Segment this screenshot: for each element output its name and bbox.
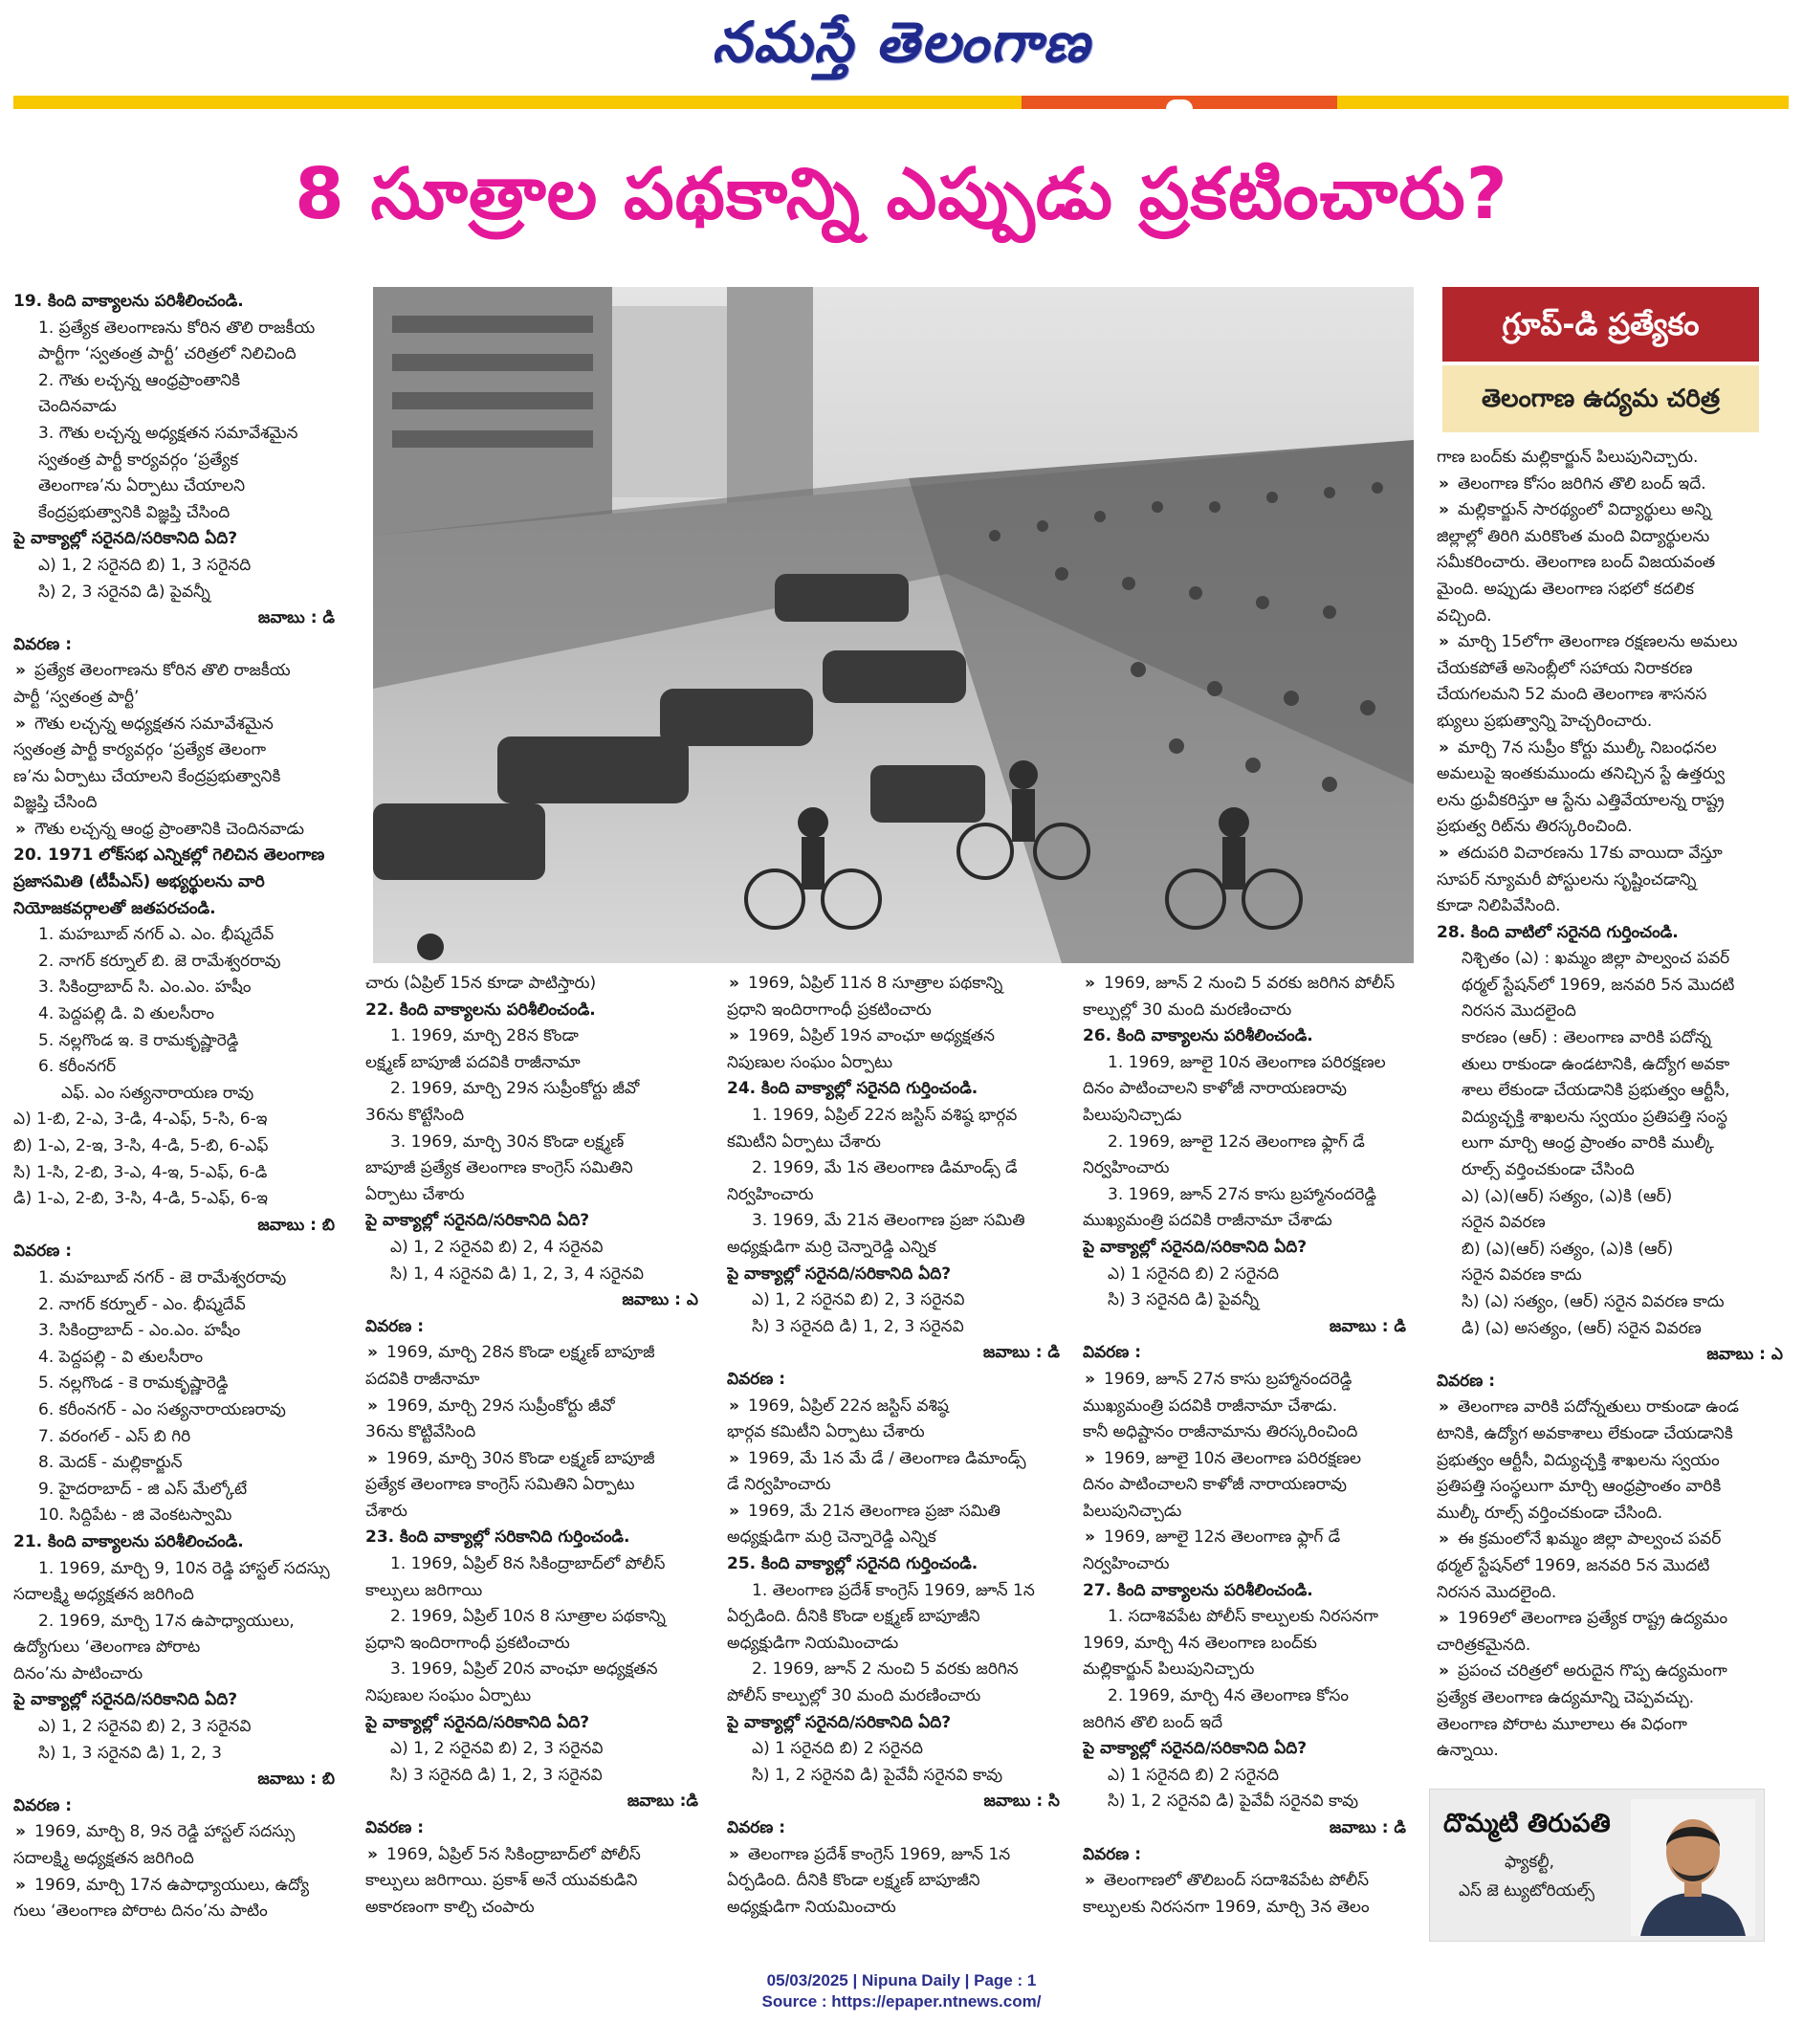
text-line: ముఖ్యమంత్రి పదవికి రాజీనామా చేశాడు <box>1083 1211 1332 1231</box>
text-line: గులు ‘తెలంగాణ పోరాట దినం’ను పాటిం <box>13 1901 268 1922</box>
explanation-heading: వివరణ : <box>1083 1343 1142 1363</box>
text-line: 2. 1969, మే 1న తెలంగాణ డిమాండ్స్ డే <box>752 1158 1018 1178</box>
text-line: కూడా నిలిపివేసింది. <box>1437 896 1561 916</box>
text-line: 4. పెద్దపల్లి - వి తులసీరాం <box>38 1347 204 1367</box>
bullet-line: » తదుపరి విచారణను 17కు వాయిదా వేస్తూ <box>1437 841 1796 868</box>
explanation-heading: వివరణ : <box>727 1818 786 1837</box>
text-line: ఎ) (ఎ)(ఆర్) సత్యం, (ఎ)కి (ఆర్) <box>1462 1186 1673 1206</box>
text-line: నిర్వహించారు <box>1083 1554 1170 1574</box>
bullet-line: » 1969, మార్చి 8, 9న రెడ్డి హాస్టల్ సదస్సు <box>13 1819 348 1846</box>
text-line: స్వతంత్ర పార్టీ కార్యవర్గం ‘ప్రత్యేక తెలంగా <box>13 740 267 760</box>
bullet-line: » 1969, మార్చి 28న కొండా లక్ష్మణ్ బాపూజీ <box>365 1340 712 1367</box>
text-line: 1. మహబూబ్ నగర్ - జె రామేశ్వరరావు <box>38 1267 287 1287</box>
text-line: తెలంగాణ’ను ఏర్పాటు చేయాలని <box>38 476 246 496</box>
text-line: 36ను కొట్టివేసింది <box>365 1422 476 1442</box>
text-line: చారిత్రకమైనది. <box>1437 1635 1531 1655</box>
answer-line: జవాబు :డి <box>627 1791 698 1812</box>
text-line: సి) 3 సరైనది డి) 1, 2, 3 సరైనవి <box>752 1316 964 1336</box>
text-line: విజ్ఞప్తి చేసింది <box>13 793 98 813</box>
text-line: లుగా మార్చి ఆంధ్ర ప్రాంతం వారికి ముల్కీ <box>1462 1133 1714 1154</box>
text-line: కానీ అధిష్టానం రాజీనామాను తిరస్కరించింది <box>1083 1422 1358 1442</box>
text-line: 2. నాగర్ కర్నూల్ - ఎం. భీష్మదేవ్ <box>38 1294 246 1314</box>
author-name: దొమ్మటి తిరుపతి <box>1443 1809 1611 1838</box>
bullet-line: » 1969లో తెలంగాణ ప్రత్యేక రాష్ట్ర ఉద్యమం <box>1437 1606 1796 1633</box>
text-line: నిర్వహించారు <box>1083 1158 1170 1178</box>
text-line: నిరసన మొదలైంది <box>1462 1001 1576 1022</box>
text-line: డి) (ఎ) అసత్యం, (ఆర్) సరైన వివరణ <box>1462 1318 1702 1338</box>
explanation-heading: వివరణ : <box>1083 1844 1142 1864</box>
text-line: కాల్పులు జరిగాయి <box>365 1580 483 1600</box>
question-line: 21. కింది వాక్యాలను పరిశీలించండి. <box>13 1531 244 1551</box>
text-line: థర్మల్ స్టేషన్‌లో 1969, జనవరి 5న మొదటి <box>1462 975 1735 995</box>
text-line: ఎ) 1 సరైనది బి) 2 సరైనది <box>752 1739 924 1759</box>
text-line: ఎ) 1, 2 సరైనవి బి) 2, 3 సరైనవి <box>390 1739 604 1759</box>
text-line: డి) 1-ఎ, 2-బి, 3-సి, 4-డి, 5-ఎఫ్, 6-ఇ <box>13 1189 268 1209</box>
text-line: ప్రభుత్వ రిట్‌ను తిరస్కరించింది. <box>1437 817 1633 837</box>
text-line: కమిటీని ఏర్పాటు చేశారు <box>727 1132 881 1152</box>
bullet-line: » 1969, మే 1న మే డే / తెలంగాణ డిమాండ్స్ <box>727 1446 1073 1473</box>
text-line: జరిగిన తొలి బంద్ ఇదే <box>1083 1712 1223 1732</box>
text-line: కేంద్రప్రభుత్వానికి విజ్ఞప్తి చేసింది <box>38 502 231 522</box>
bullet-line: » 1969, మే 21న తెలంగాణ ప్రజా సమితి <box>727 1499 1073 1526</box>
text-line: సదాలక్ష్మి అధ్యక్షతన జరిగింది <box>13 1585 194 1605</box>
answer-line: జవాబు : ఎ <box>1706 1345 1783 1365</box>
text-line: కాల్పులు జరిగాయి. ప్రకాశ్ అనే యువకుడిని <box>365 1871 638 1891</box>
text-line: సదాలక్ష్మి అధ్యక్షతన జరిగింది <box>13 1849 194 1869</box>
text-line: అమలుపై ఇంతకుముందు తనిచ్చిన స్టే ఉత్తర్వు <box>1437 764 1726 784</box>
section-subtitle: తెలంగాణ ఉద్యమ చరిత్ర <box>1442 365 1759 432</box>
answer-line: జవాబు : సి <box>983 1791 1060 1812</box>
question-line: పై వాక్యాల్లో సరైనది/సరికానిది ఏది? <box>365 1211 590 1231</box>
text-line: శాలు లేకుండా చేయడానికి ప్రభుత్వం ఆర్టీసీ, <box>1462 1081 1730 1101</box>
text-line: నిపుణుల సంఘం ఏర్పాటు <box>727 1052 893 1072</box>
text-line: సి) 3 సరైనది డి) 1, 2, 3 సరైనవి <box>390 1765 603 1785</box>
text-line: 2. 1969, మార్చి 4న తెలంగాణ కోసం <box>1108 1686 1350 1706</box>
text-line: 1. మహబూబ్ నగర్ ఎ. ఎం. భీష్మదేవ్ <box>38 925 275 945</box>
text-line: సమీకరించారు. తెలంగాణ బంద్ విజయవంత <box>1437 553 1716 573</box>
text-line: కారణం (ఆర్) : తెలంగాణ వారికి పదోన్న <box>1462 1028 1711 1048</box>
text-line: 1. 1969, మార్చి 9, 10న రెడ్డి హాస్టల్ సదస్సు <box>38 1558 330 1578</box>
text-line: అకారణంగా కాల్చి చంపారు <box>365 1897 535 1917</box>
question-line: ప్రజాసమితి (టీపీఎస్) అభ్యర్థులను వారి <box>13 872 265 892</box>
historic-photo <box>373 287 1414 963</box>
answer-line: జవాబు : డి <box>1329 1316 1406 1336</box>
text-line: 2. 1969, మార్చి 29న సుప్రీంకోర్టు జీవో <box>390 1079 640 1099</box>
text-line: అధ్యక్షుడిగా నియమించారు <box>727 1897 896 1917</box>
newspaper-logo: నమస్తే తెలంగాణ <box>712 10 1091 75</box>
text-line: 1. 1969, జూలై 10న తెలంగాణ పరిరక్షణల <box>1108 1052 1386 1072</box>
text-line: 1. 1969, ఏప్రిల్ 22న జస్టిస్ వశిష్ఠ భార్గవ <box>752 1105 1018 1125</box>
text-line: సి) 1, 2 సరైనవి డి) పైవేవీ సరైనవి కావు <box>752 1765 1003 1785</box>
text-column-2 <box>365 971 712 1924</box>
question-line: 28. కింది వాటిలో సరైనది గుర్తించండి. <box>1437 922 1679 942</box>
bullet-line: » మార్చి 15లోగా తెలంగాణ రక్షణలను అమలు <box>1437 629 1796 656</box>
text-line: అధ్యక్షుడిగా మర్రి చెన్నారెడ్డి ఎన్నిక <box>727 1237 936 1257</box>
text-line: 6. కరీంనగర్ - ఎం సత్యనారాయణరావు <box>38 1399 286 1419</box>
text-line: మైంది. అప్పుడు తెలంగాణ సభలో కదలిక <box>1437 579 1694 599</box>
text-line: 3. సికింద్రాబాద్ - ఎం.ఎం. హషీం <box>38 1321 241 1341</box>
question-line: 24. కింది వాక్యాల్లో సరైనది గుర్తించండి. <box>727 1079 978 1099</box>
text-line: 4. పెద్దపల్లి డి. వి తులసీరాం <box>38 1004 214 1024</box>
text-line: బాపూజీ ప్రత్యేక తెలంగాణ కాంగ్రెస్ సమితిని <box>365 1158 633 1178</box>
text-line: చేయగలమని 52 మంది తెలంగాణ శాసనస <box>1437 685 1707 705</box>
person-portrait-icon <box>1631 1799 1755 1936</box>
text-line: వచ్చింది. <box>1437 605 1492 626</box>
text-line: ఏర్పాటు చేశారు <box>365 1184 465 1204</box>
bullet-line: » 1969, ఏప్రిల్ 5న సికింద్రాబాద్‌లో పోలీస్ <box>365 1842 712 1869</box>
explanation-heading: వివరణ : <box>13 1795 73 1815</box>
text-line: పదవికి రాజీనామా <box>365 1369 480 1389</box>
author-box <box>1429 1789 1765 1942</box>
section-badge: గ్రూప్-డి ప్రత్యేకం <box>1442 287 1759 362</box>
question-line: 25. కింది వాక్యాల్లో సరైనది గుర్తించండి. <box>727 1554 978 1574</box>
text-line: సి) 3 సరైనది డి) పైవన్నీ <box>1108 1290 1260 1310</box>
bullet-line: » మల్లికార్జున్ సారథ్యంలో విద్యార్థులు అన్ని <box>1437 497 1796 524</box>
header-rule <box>13 96 1789 109</box>
text-line: 1969, మార్చి 4న తెలంగాణ బంద్‌కు <box>1083 1633 1317 1653</box>
explanation-heading: వివరణ : <box>13 634 73 654</box>
text-line: మల్లికార్జున్ పిలుపునిచ్చారు <box>1083 1659 1255 1680</box>
text-line: సి) 1, 3 సరైనవి డి) 1, 2, 3 <box>38 1743 222 1763</box>
text-column-5 <box>1437 445 1796 1784</box>
question-line: పై వాక్యాల్లో సరైనది/సరికానిది ఏది? <box>13 1690 238 1710</box>
bullet-line: » 1969, జూలై 12న తెలంగాణ ఫ్లాగ్ డే <box>1083 1525 1419 1551</box>
text-line: ఎ) 1, 2 సరైనవి బి) 2, 3 సరైనవి <box>38 1717 252 1737</box>
text-line: లక్ష్మణ్ బాపూజీ పదవికి రాజీనామా <box>365 1052 581 1072</box>
text-line: పార్టీ ‘స్వతంత్ర పార్టీ’ <box>13 687 140 707</box>
text-line: ప్రతిపత్తి సంస్థలుగా మార్చి ఆంధ్రప్రాంతం వారికి <box>1437 1477 1722 1497</box>
question-line: 22. కింది వాక్యాలను పరిశీలించండి. <box>365 1000 596 1020</box>
bullet-line: » ప్రపంచ చరిత్రలో అరుదైన గొప్ప ఉద్యమంగా <box>1437 1659 1796 1685</box>
text-line: 3. గౌతు లచ్చన్న అధ్యక్షతన సమావేశమైన <box>38 423 298 443</box>
text-line: 3. సికింద్రాబాద్ సి. ఎం.ఎం. హషీం <box>38 978 252 998</box>
bullet-line: » 1969, ఏప్రిల్ 22న జస్టిస్ వశిష్ఠ <box>727 1394 1073 1420</box>
text-line: చేశారు <box>365 1501 407 1521</box>
footer-edition-line: 05/03/2025 | Nipuna Daily | Page : 1 <box>766 1971 1037 1989</box>
text-line: ఎ) 1, 2 సరైనవి బి) 2, 4 సరైనవి <box>390 1237 604 1257</box>
text-line: భార్గవ కమిటీని ఏర్పాటు చేశారు <box>727 1422 925 1442</box>
text-line: కాల్పుల్లో 30 మంది మరణించారు <box>1083 1000 1292 1020</box>
text-line: 36ను కొట్టేసింది <box>365 1105 465 1125</box>
text-line: నిపుణుల సంఘం ఏర్పాటు <box>365 1686 532 1706</box>
text-line: 3. 1969, ఏప్రిల్ 20న వాంఛూ అధ్యక్షతన <box>390 1659 658 1680</box>
text-line: ఎ) 1-బి, 2-ఎ, 3-డి, 4-ఎఫ్, 5-సి, 6-ఇ <box>13 1110 268 1130</box>
text-line: అధ్యక్షుడిగా మర్రి చెన్నారెడ్డి ఎన్నిక <box>727 1528 936 1548</box>
question-line: పై వాక్యాల్లో సరైనది/సరికానిది ఏది? <box>727 1712 952 1732</box>
question-line: పై వాక్యాల్లో సరైనది/సరికానిది ఏది? <box>365 1712 590 1732</box>
text-line: నిశ్చితం (ఎ) : ఖమ్మం జిల్లా పాల్వంచ పవర్ <box>1462 949 1730 969</box>
bullet-line: » తెలంగాణ ప్రదేశ్ కాంగ్రెస్ 1969, జూన్ 1న <box>727 1842 1073 1869</box>
text-line: 8. మెదక్ - మల్లికార్జున్ <box>38 1453 183 1473</box>
text-line: చెందినవాడు <box>38 397 117 417</box>
text-line: పిలుపునిచ్చాడు <box>1083 1105 1182 1125</box>
text-line: సి) (ఎ) సత్యం, (ఆర్) సరైన వివరణ కాదు <box>1462 1292 1725 1311</box>
explanation-heading: వివరణ : <box>365 1818 425 1837</box>
text-line: దినం పాటించాలని కాళోజీ నారాయణరావు <box>1083 1079 1347 1099</box>
text-line: సి) 1, 2 సరైనవి డి) పైవేవీ సరైనవి కావు <box>1108 1791 1359 1812</box>
text-line: 1. తెలంగాణ ప్రదేశ్ కాంగ్రెస్ 1969, జూన్ 1న <box>752 1580 1035 1600</box>
text-line: బి) 1-ఎ, 2-ఇ, 3-సి, 4-డి, 5-బి, 6-ఎఫ్ <box>13 1136 269 1155</box>
text-line: జిల్లాల్లో తిరిగి మరికొంత మంది విద్యార్థులను <box>1437 526 1710 546</box>
text-line: దినం పాటించాలని కాళోజీ నారాయణరావు <box>1083 1475 1347 1495</box>
text-line: ఎ) 1, 2 సరైనది బి) 1, 3 సరైనది <box>38 555 252 575</box>
text-line: చారు (ఏప్రిల్ 15న కూడా పాటిస్తారు) <box>365 974 597 993</box>
question-line: 20. 1971 లోక్‌సభ ఎన్నికల్లో గెలిచిన తెలంగాణ <box>13 846 325 866</box>
text-line: డే నిర్వహించారు <box>727 1475 831 1495</box>
text-line: 2. నాగర్ కర్నూల్ బి. జె రామేశ్వరరావు <box>38 951 281 971</box>
bullet-line: » 1969, జూన్ 2 నుంచి 5 వరకు జరిగిన పోలీస్ <box>1083 971 1419 998</box>
bullet-line: » ఈ క్రమంలోనే ఖమ్మం జిల్లా పాల్వంచ పవర్ <box>1437 1527 1796 1553</box>
question-line: 27. కింది వాక్యాలను పరిశీలించండి. <box>1083 1580 1313 1600</box>
text-line: ముల్కీ రూల్స్ వర్తించకుండా చేసింది. <box>1437 1503 1663 1523</box>
text-line: ప్రత్యేక తెలంగాణ కాంగ్రెస్ సమితిని ఏర్పాటు <box>365 1475 635 1495</box>
text-column-3 <box>727 971 1073 1924</box>
text-line: పోలీస్ కాల్పుల్లో 30 మంది మరణించారు <box>727 1686 981 1706</box>
text-line: బి) (ఎ)(ఆర్) సత్యం, (ఎ)కి (ఆర్) <box>1462 1239 1674 1259</box>
footer-source-link[interactable]: Source : https://epaper.ntnews.com/ <box>761 1992 1042 2011</box>
text-line: 2. 1969, జూలై 12న తెలంగాణ ఫ్లాగ్ డే <box>1108 1132 1365 1152</box>
text-line: 1. 1969, మార్చి 28న కొండా <box>390 1026 579 1046</box>
page-footer <box>0 1970 1803 2012</box>
text-line: నిరసన మొదలైంది. <box>1437 1582 1557 1602</box>
text-line: 2. 1969, మార్చి 17న ఉపాధ్యాయులు, <box>38 1611 295 1631</box>
text-line: 3. 1969, మార్చి 30న కొండా లక్ష్మణ్ <box>390 1132 625 1152</box>
answer-line: జవాబు : డి <box>982 1343 1060 1363</box>
bullet-line: » మార్చి 7న సుప్రీం కోర్టు ముల్కీ నిబంధనల <box>1437 736 1796 762</box>
text-line: ప్రత్యేక తెలంగాణ ఉద్యమాన్ని చెప్పవచ్చు. <box>1437 1687 1695 1707</box>
masthead <box>0 0 1803 96</box>
text-line: కాల్పులకు నిరసనగా 1969, మార్చి 3న తెలం <box>1083 1897 1370 1917</box>
bullet-line: » ప్రత్యేక తెలంగాణను కోరిన తొలి రాజకీయ <box>13 658 348 685</box>
text-line: ఉద్యోగులు ‘తెలంగాణ పోరాట <box>13 1637 201 1658</box>
question-line: పై వాక్యాల్లో సరైనది/సరికానిది ఏది? <box>727 1264 952 1284</box>
street-crowd-photo <box>373 287 1414 963</box>
text-line: అధ్యక్షుడిగా నియమించాడు <box>727 1633 899 1653</box>
answer-line: జవాబు : ఎ <box>622 1290 698 1310</box>
text-line: 6. కరీంనగర్ <box>38 1057 117 1077</box>
answer-line: జవాబు : డి <box>257 608 335 628</box>
text-line: సి) 1, 4 సరైనవి డి) 1, 2, 3, 4 సరైనవి <box>390 1264 644 1284</box>
article-headline: 8 సూత్రాల పథకాన్ని ఎప్పుడు ప్రకటించారు? <box>295 153 1508 235</box>
bullet-line: » 1969, మార్చి 30న కొండా లక్ష్మణ్ బాపూజీ <box>365 1446 712 1473</box>
header-rule-notch <box>1166 99 1193 109</box>
text-line: సరైన వివరణ <box>1462 1213 1546 1233</box>
text-line: భ్యులు ప్రభుత్వాన్ని హెచ్చరించారు. <box>1437 711 1653 731</box>
text-line: స్వతంత్ర పార్టీ కార్యవర్గం ‘ప్రత్యేక <box>38 450 239 470</box>
bullet-line: » గౌతు లచ్చన్న ఆంధ్ర ప్రాంతానికి చెందినవాడు <box>13 817 348 844</box>
text-column-1 <box>13 289 348 1924</box>
text-line: 1. ప్రత్యేక తెలంగాణను కోరిన తొలి రాజకీయ <box>38 318 316 338</box>
text-line: 2. 1969, ఏప్రిల్ 10న 8 సూత్రాల పథకాన్ని <box>390 1607 666 1627</box>
bullet-line: » గౌతు లచ్చన్న అధ్యక్షతన సమావేశమైన <box>13 712 348 738</box>
text-line: తెలంగాణ పోరాట మూలాలు ఈ విధంగా <box>1437 1714 1687 1734</box>
text-line: 5. నల్లగొండ ఇ. కె రామకృష్ణారెడ్డి <box>38 1030 239 1050</box>
text-line: విద్యుచ్ఛక్తి శాఖలను స్వయం ప్రతిపత్తి సంస్థ <box>1462 1107 1728 1127</box>
text-line: థర్మల్ స్టేషన్‌లో 1969, జనవరి 5న మొదటి <box>1437 1555 1710 1575</box>
text-line: ప్రధాని ఇందిరాగాంధీ ప్రకటించారు <box>365 1633 570 1653</box>
question-line: 26. కింది వాక్యాలను పరిశీలించండి. <box>1083 1026 1313 1046</box>
text-line: సూపర్ న్యూమరీ పోస్టులను సృష్టించడాన్ని <box>1437 869 1697 890</box>
text-line: ఏర్పడింది. దీనికి కొండా లక్ష్మణ్ బాపూజీని <box>727 1871 980 1891</box>
bullet-line: » 1969, ఏప్రిల్ 19న వాంఛూ అధ్యక్షతన <box>727 1023 1073 1050</box>
text-line: రూల్స్ వర్తించకుండా చేసింది <box>1462 1160 1635 1180</box>
text-line: 3. 1969, జూన్ 27న కాసు బ్రహ్మానందరెడ్డి <box>1108 1184 1377 1204</box>
text-line: టానికి, ఉద్యోగ అవకాశాలు లేకుండా చేయడానికి <box>1437 1423 1733 1443</box>
text-line: సరైన వివరణ కాదు <box>1462 1265 1582 1286</box>
text-line: 1. 1969, ఏప్రిల్ 8న సికింద్రాబాద్‌లో పోలీస్ <box>390 1554 666 1574</box>
explanation-heading: వివరణ : <box>13 1242 73 1262</box>
text-line: ప్రధాని ఇందిరాగాంధీ ప్రకటించారు <box>727 1000 932 1020</box>
bullet-line: » తెలంగాణ కోసం జరిగిన తొలి బంద్ ఇదే. <box>1437 472 1796 498</box>
text-line: ణ’ను ఏర్పాటు చేయాలని కేంద్రప్రభుత్వానికి <box>13 766 281 786</box>
text-line: ఉన్నాయి. <box>1437 1741 1499 1761</box>
text-line: 1. సదాశివపేట పోలీస్ కాల్పులకు నిరసనగా <box>1108 1607 1378 1627</box>
text-line: సి) 2, 3 సరైనవి డి) పైవన్నీ <box>38 582 210 602</box>
question-line: పై వాక్యాల్లో సరైనది/సరికానిది ఏది? <box>13 529 238 549</box>
text-line: సి) 1-సి, 2-బి, 3-ఎ, 4-ఇ, 5-ఎఫ్, 6-డి <box>13 1162 268 1182</box>
explanation-heading: వివరణ : <box>1437 1371 1496 1391</box>
bullet-line: » 1969, మార్చి 17న ఉపాధ్యాయులు, ఉద్యో <box>13 1873 348 1900</box>
bullet-line: » 1969, జూలై 10న తెలంగాణ పరిరక్షణల <box>1083 1446 1419 1473</box>
text-line: చేయకపోతే అసెంబ్లీలో సహాయ నిరాకరణ <box>1437 658 1693 678</box>
bullet-line: » 1969, మార్చి 29న సుప్రీంకోర్టు జీవో <box>365 1394 712 1420</box>
question-line: పై వాక్యాల్లో సరైనది/సరికానిది ఏది? <box>1083 1739 1308 1759</box>
text-line: నిర్వహించారు <box>727 1184 814 1204</box>
text-line: ఎఫ్. ఎం సత్యనారాయణ రావు <box>61 1083 254 1103</box>
text-line: ఏర్పడింది. దీనికి కొండా లక్ష్మణ్ బాపూజీని <box>727 1607 980 1627</box>
bullet-line: » 1969, జూన్ 27న కాసు బ్రహ్మానందరెడ్డి <box>1083 1367 1419 1394</box>
text-line: ఎ) 1 సరైనది బి) 2 సరైనది <box>1108 1264 1280 1284</box>
bullet-line: » తెలంగాణ వారికి పదోన్నతులు రాకుండా ఉండ <box>1437 1395 1796 1421</box>
text-line: తులు రాకుండా ఉండటానికి, ఉద్యోగ అవకా <box>1462 1054 1730 1074</box>
question-line: నియోజకవర్గాలతో జతపరచండి. <box>13 898 216 918</box>
text-line: గాణ బంద్‌కు మల్లికార్జున్ పిలుపునిచ్చారు. <box>1437 448 1699 467</box>
question-line: 19. కింది వాక్యాలను పరిశీలించండి. <box>13 292 244 311</box>
answer-line: జవాబు : డి <box>1329 1818 1406 1837</box>
explanation-heading: వివరణ : <box>365 1316 425 1336</box>
text-line: ఎ) 1, 2 సరైనవి బి) 2, 3 సరైనవి <box>752 1290 965 1310</box>
text-line: 7. వరంగల్ - ఎస్ బి గిరి <box>38 1426 191 1446</box>
answer-line: జవాబు : బి <box>257 1769 335 1790</box>
author-role: ఫ్యాకల్టీ, <box>1505 1853 1555 1872</box>
text-line: 2. 1969, జూన్ 2 నుంచి 5 వరకు జరిగిన <box>752 1659 1019 1680</box>
text-line: 3. 1969, మే 21న తెలంగాణ ప్రజా సమితి <box>752 1211 1025 1231</box>
text-column-4 <box>1083 971 1419 1924</box>
question-line: 23. కింది వాక్యాల్లో సరికానిది గుర్తించండి. <box>365 1528 630 1548</box>
text-line: ఎ) 1 సరైనది బి) 2 సరైనది <box>1108 1765 1280 1785</box>
text-line: ప్రభుత్వం ఆర్టీసీ, విద్యుచ్ఛక్తి శాఖలను స్వయం <box>1437 1450 1720 1470</box>
text-line: ముఖ్యమంత్రి పదవికి రాజీనామా చేశాడు. <box>1083 1396 1338 1416</box>
text-line: 2. గౌతు లచ్చన్న ఆంధ్రప్రాంతానికి <box>38 370 241 390</box>
explanation-heading: వివరణ : <box>727 1369 786 1389</box>
question-line: పై వాక్యాల్లో సరైనది/సరికానిది ఏది? <box>1083 1237 1308 1257</box>
text-line: పిలుపునిచ్చాడు <box>1083 1501 1182 1521</box>
bullet-line: » తెలంగాణలో తొలిబంద్ సదాశివపేట పోలీస్ <box>1083 1868 1419 1895</box>
text-line: దినం’ను పాటించారు <box>13 1663 143 1683</box>
text-line: 9. హైదరాబాద్ - జి ఎస్ మేల్కోటే <box>38 1479 248 1499</box>
bullet-line: » 1969, ఏప్రిల్ 11న 8 సూత్రాల పథకాన్ని <box>727 971 1073 998</box>
author-photo <box>1631 1799 1755 1936</box>
author-organization: ఎస్ జె ట్యుటోరియల్స్ <box>1459 1881 1595 1901</box>
text-line: పార్టీగా ‘స్వతంత్ర పార్టీ’ చరిత్రలో నిలిచింది <box>38 344 297 364</box>
text-line: 5. నల్లగొండ - కె రామకృష్ణారెడ్డి <box>38 1374 229 1394</box>
text-line: 10. సిద్దిపేట - జి వెంకటస్వామి <box>38 1506 232 1526</box>
answer-line: జవాబు : బి <box>257 1215 335 1235</box>
text-line: లను ధ్రువీకరిస్తూ ఆ స్టేను ఎత్తివేయాలన్న రాష్ట్ర <box>1437 790 1725 810</box>
